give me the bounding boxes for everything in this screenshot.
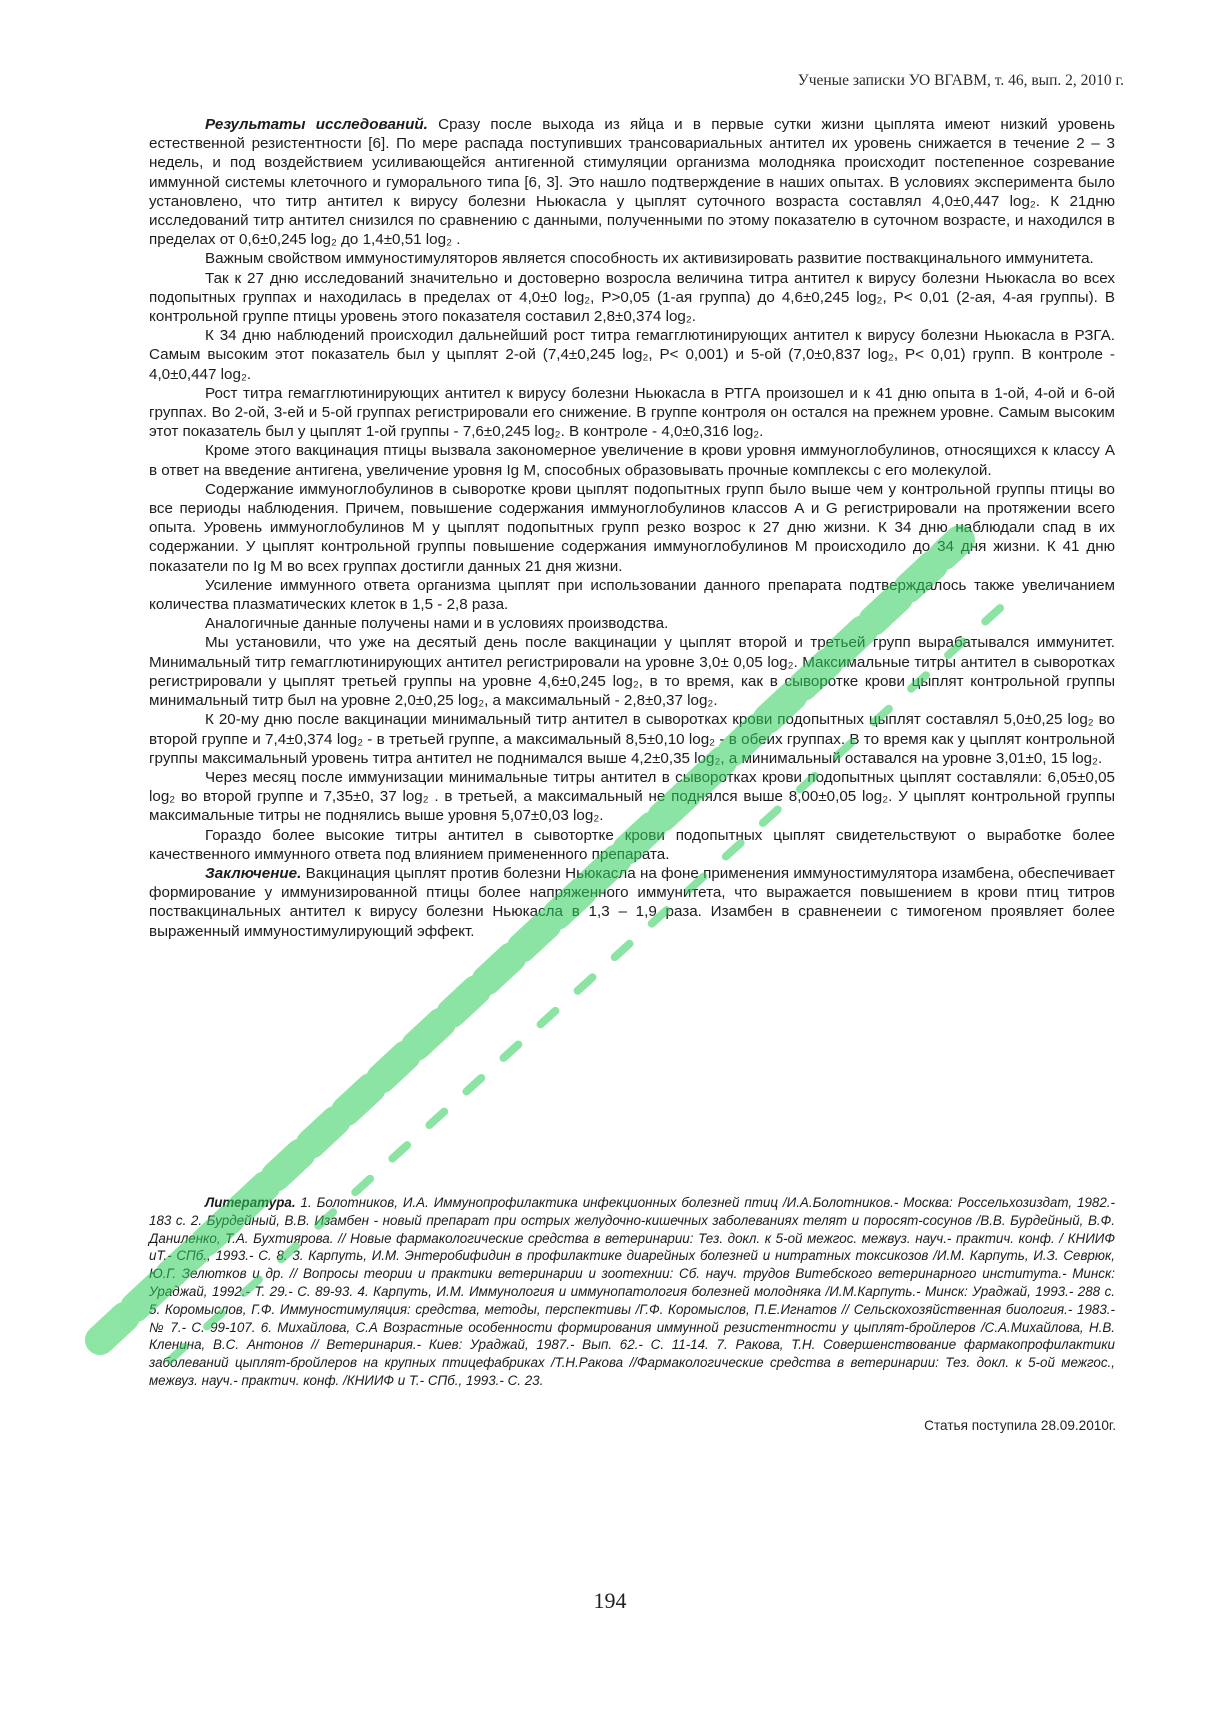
section-lead-conclusion: Заключение. [205,864,302,882]
paragraph: К 20-му дню после вакцинации минимальный титр антител в сыворотках крови подопытных цыплят составлял 5,0±0,25 log₂ во второй группе и 7,4±0,374 log₂ - в третьей группе, а максимальный 8,5±0,10 log₂ - в обеих группах. В то время как у цыплят контрольной группы максимальный уровень титра антител не поднимался выше 4,2±0,35 log₂, а минимальный оставался на уровне 3,01±0, 15 log₂. [149,711,1115,767]
paragraph: Так к 27 дню исследований значительно и достоверно возросла величина титра антител к вирусу болезни Ньюкасла во всех подопытных группах и находилась в пределах от 4,0±0 log₂, P>0,05 (1-ая группа) до 4,6±0,245 log₂, P< 0,01 (2-ая, 4-ая группы). В контрольной группе птицы уровень этого показателя составил 2,8±0,374 log₂. [149,269,1115,326]
paragraph: Кроме этого вакцинация птицы вызвала закономерное увеличение в крови уровня иммуноглобулинов, относящихся к классу А в ответ на введение антигена, увеличение уровня Ig M, способных образовывать прочные комплексы с его молекулой. [149,442,1115,479]
paragraph-results: Результаты исследований. Сразу после выхода из яйца и в первые сутки жизни цыплята имеют низкий уровень естественной резистентности [6]. По мере распада поступивших трансовариальных антител их уровень снижается в течение 2 – 3 недель, и под воздействием усиливающейся антигенной стимуляции организма молодняка происходит постепенное созревание иммунной системы клеточного и гуморального типа [6, 3]. Это нашло подтверждение в наших опытах. В условиях эксперимента было установлено, что титр антител к вирусу болезни Ньюкасла у цыплят суточного возраста составлял 4,0±0,447 log₂. К 21дню исследований титр антител снизился по сравнению с данными, полученными по этому показателю в суточном возрасте, и находился в пределах от 0,6±0,245 log₂ до 1,4±0,51 log₂ . [149,116,1115,249]
paragraph: Важным свойством иммуностимуляторов является способность их активизировать развитие поствакцинального иммунитета. [205,250,1094,268]
paragraph-conclusion: Заключение. Вакцинация цыплят против болезни Ньюкасла на фоне применения иммуностимулятора изамбена, обеспечивает формирование у иммунизированной птицы более напряженного иммунитета, что выражается повышением в крови птиц титров поствакцинальных антител к вирусу болезни Ньюкасла в 1,3 – 1,9 раза. Изамбен в сравненеии с тимогеном проявляет более выраженный иммуностимулирующий эффект. [149,864,1115,940]
page-number: 194 [593,1588,627,1613]
section-lead-results: Результаты исследований. [205,116,428,133]
article-body [149,115,1115,941]
paragraph: Аналогичные данные получены нами и в условиях производства. [205,615,669,633]
paragraph: К 34 дню наблюдений происходил дальнейший рост титра гемагглютинирующих антител к вирусу болезни Ньюкасла в РЗГА. Самым высоким этот показатель был у цыплят 2-ой (7,4±0,245 log₂, P< 0,001) и 5-ой (7,0±0,837 log₂, P< 0,01) групп. В контроле - 4,0±0,447 log₂. [149,327,1115,383]
references-lead: Литература. [205,1195,296,1210]
paragraph: Гораздо более высокие титры антител в сывотортке крови подопытных цыплят свидетельствуют о выработке более качественного иммунного ответа под влиянием примененного препарата. [149,826,1115,863]
paragraph: Усиление иммунного ответа организма цыплят при использовании данного препарата подтверждалось также увеличанием количества плазматических клеток в 1,5 - 2,8 раза. [149,576,1115,614]
references-list: 1. Болотников, И.А. Иммунопрофилактика инфекционных болезней птиц /И.А.Болотников.- Москва: Россельхозиздат, 1982.- 183 с. 2. Бурдейный, В.В. Изамбен - новый препарат при острых желудочно-кишечных заболеваниях телят и поросят-сосунов /В.В. Бурдейный, В.Ф. Даниленко, Т.А. Бухтиярова. // Новые фармакологические средства в ветеринарии: Тез. докл. к 5-ой межгос. межвуз. науч.- практич. конф. / КНИИФ иТ.- СПб., 1993.- С. 8. 3. Карпуть, И.М. Энтеробифидин в профилактике диарейных болезней и нитратных токсикозов /И.М. Карпуть, И.З. Севрюк, Ю.Г. Зелютков и др. // Вопросы теории и практики ветеринарии и зоотехнии: Сб. науч. трудов Витебского ветеринарного института.- Минск: Ураджай, 1992.- Т. 29.- С. 89-93. 4. Карпуть, И.М. Иммунология и иммунопатология болезней молодняка /И.М.Карпуть.- Минск: Ураджай, 1993.- 288 с. 5. Коромыслов, Г.Ф. Иммуностимуляция: средства, методы, перспективы /Г.Ф. Коромыслов, П.Е.Игнатов // Сельскохозяйственная биология.- 1983.- № 7.- С. 99-107. 6. Михайлова, С.А Возрастные особенности формирования иммунной резистентности у цыплят-бройлеров /С.А.Михайлова, Н.В. Кленина, В.С. Антонов // Ветеринария.- Киев: Ураджай, 1987.- Вып. 62.- С. 11-14. 7. Ракова, Т.Н. Совершенствование фармакопрофилактики заболеваний цыплят-бройлеров на крупных птицефабриках /Т.Н.Ракова //Фармакологические средства в ветеринарии: Тез. докл. к 5-ой межгос., межвуз. науч.- практич. конф. /КНИИФ и Т.- СПб., 1993.- С. 23. [149,1195,1115,1388]
received-date: Статья поступила 28.09.2010г. [924,1418,1116,1433]
paragraph: Рост титра гемагглютинирующих антител к вирусу болезни Ньюкасла в РТГА произошел и к 41 дню опыта в 1-ой, 4-ой и 6-ой группах. Во 2-ой, 3-ей и 5-ой группах регистрировали его снижение. В группе контроля он остался на прежнем уровне. Самым высоким этот показатель был у цыплят 1-ой группы - 7,6±0,245 log₂. В контроле - 4,0±0,316 log₂. [149,384,1115,441]
references [149,1194,1115,1390]
running-header: Ученые записки УО ВГАВМ, т. 46, вып. 2, 2010 г. [797,72,1124,89]
paragraph: Содержание иммуноглобулинов в сыворотке крови цыплят подопытных групп было выше чем у контрольной группы птицы во все периоды наблюдения. Причем, повышение содержания иммуноглобулинов классов А и G регистрировали на протяжении всего опыта. Уровень иммуноглобулинов М у цыплят подопытных групп резко возрос к 27 дню жизни. К 34 дню наблюдали спад в их содержании. У цыплят контрольной группы повышение содержания иммуноглобулинов М происходило до 34 дня жизни. К 41 дню показатели по Ig M во всех группах достигли данных 21 дня жизни. [149,480,1115,575]
paragraph: Мы установили, что уже на десятый день после вакцинации у цыплят второй и третьей групп вырабатывался иммунитет. Минимальный титр гемагглютинирующих антител регистрировали на уровне 3,0± 0,05 log₂. Максимальные титры антител в сыворотках регистрировали у цыплят третьей группы на уровне 4,6±0,245 log₂, в то время, как в сыворотке крови цыплят контрольной группы минимальный титр был на уровне 2,0±0,25 log₂, а максимальный - 2,8±0,37 log₂. [149,634,1115,710]
paragraph: Через месяц после иммунизации минимальные титры антител в сыворотках крови подопытных цыплят составляли: 6,05±0,05 log₂ во второй группе и 7,35±0, 37 log₂ . в третьей, а максимальный не поднялся выше 8,00±0,05 log₂. У цыплят контрольной группы максимальные титры не поднялись выше уровня 5,07±0,03 log₂. [149,768,1115,825]
